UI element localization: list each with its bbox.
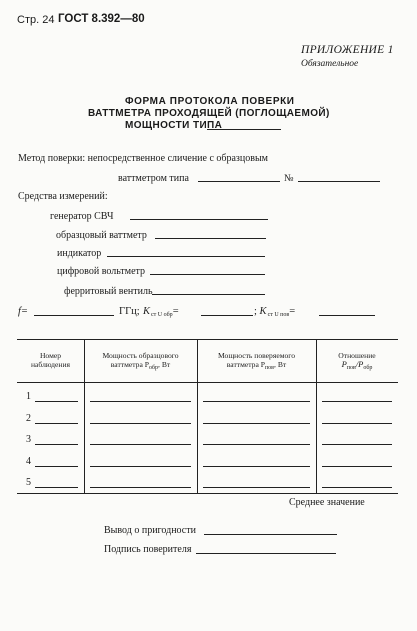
col-header-dut-power	[197, 351, 316, 371]
ghz-label: ГГц;	[119, 306, 140, 317]
k-ref-label	[143, 306, 179, 317]
separator: ;	[254, 306, 257, 317]
form-title-line3: МОЩНОСТИ ТИПА	[125, 120, 223, 131]
row-5-line-c2	[90, 487, 191, 488]
k-ref-equals: =	[172, 306, 179, 317]
col-header-ref-power-sub: обр	[148, 365, 159, 371]
table-row-2-number: 2	[26, 413, 31, 424]
conclusion-label: Вывод о пригодности	[104, 525, 196, 536]
col-header-number	[17, 351, 84, 369]
standard-code: ГОСТ 8.392—80	[58, 13, 145, 25]
signature-blank	[196, 553, 336, 554]
form-title-line1: ФОРМА ПРОТОКОЛА ПОВЕРКИ	[125, 96, 295, 107]
instrument-ref-wattmeter: образцовый ваттметр	[56, 230, 147, 241]
row-4-line-c2	[90, 466, 191, 467]
row-1-line-c3	[203, 401, 310, 402]
col-header-ratio-l1: Отношение	[338, 351, 376, 360]
row-2-line-c3	[203, 423, 310, 424]
k-ref-blank	[201, 315, 253, 316]
table-row-4-number: 4	[26, 456, 31, 467]
instrument-indicator-blank	[107, 256, 265, 257]
col-header-dut-power-l1: Мощность поверяемого	[217, 351, 296, 360]
page-number: Стр. 24	[17, 14, 55, 26]
instrument-ferrite: ферритовый вентиль	[64, 286, 153, 297]
row-5-line-c4	[322, 487, 392, 488]
row-3-line-c4	[322, 444, 392, 445]
table-row-1-number: 1	[26, 391, 31, 402]
appendix-title: ПРИЛОЖЕНИЕ 1	[301, 44, 394, 56]
instrument-generator-blank	[130, 219, 268, 220]
row-3-line-c2	[90, 444, 191, 445]
row-1-line-c2	[90, 401, 191, 402]
col-header-ref-power-unit: , Вт	[158, 360, 171, 369]
row-5-line-c1	[35, 487, 78, 488]
col-header-ratio-sub2: обр	[363, 365, 373, 371]
mean-value-label: Среднее значение	[289, 497, 365, 508]
instrument-voltmeter: цифровой вольтметр	[57, 266, 146, 277]
method-no: №	[284, 173, 294, 184]
table-header-border	[17, 382, 398, 383]
row-5-line-c3	[203, 487, 310, 488]
k-ref-symbol: K	[143, 306, 151, 317]
row-4-line-c1	[35, 466, 78, 467]
k-dut-blank	[319, 315, 375, 316]
col-header-number-l1: Номер	[39, 351, 62, 360]
appendix-note: Обязательное	[301, 59, 359, 69]
row-3-line-c3	[203, 444, 310, 445]
k-dut-subscript: ст U пов	[267, 312, 290, 318]
k-ref-subscript: ст U обр	[151, 312, 173, 318]
col-header-ratio-p2: /P	[355, 359, 364, 369]
table-row-3-number: 3	[26, 434, 31, 445]
form-title-line2: ВАТТМЕТРА ПРОХОДЯЩЕЙ (ПОГЛОЩАЕМОЙ)	[88, 108, 330, 119]
row-4-line-c4	[322, 466, 392, 467]
frequency-label: f=	[18, 306, 29, 317]
table-top-border	[17, 339, 398, 340]
col-header-number-l2: наблюдения	[30, 360, 71, 369]
instrument-indicator: индикатор	[57, 248, 102, 259]
conclusion-blank	[204, 534, 337, 535]
instruments-heading: Средства измерений:	[18, 191, 108, 202]
row-1-line-c1	[35, 401, 78, 402]
k-dut-label	[254, 306, 295, 317]
col-header-ratio-sub1: пов	[346, 365, 356, 371]
instrument-voltmeter-blank	[150, 274, 265, 275]
col-header-ref-power	[84, 351, 197, 371]
type-blank	[207, 129, 281, 130]
row-1-line-c4	[322, 401, 392, 402]
signature-label: Подпись поверителя	[104, 544, 192, 555]
col-header-ref-power-l1: Мощность образцового	[102, 351, 179, 360]
table-row-5-number: 5	[26, 477, 31, 488]
col-header-dut-power-sub: пов	[264, 365, 275, 371]
instrument-ferrite-blank	[152, 294, 265, 295]
frequency-blank	[34, 315, 114, 316]
k-dut-symbol: K	[259, 306, 267, 317]
row-2-line-c2	[90, 423, 191, 424]
wattmeter-type-blank	[198, 181, 280, 182]
row-3-line-c1	[35, 444, 78, 445]
instrument-generator: генератор СВЧ	[50, 211, 114, 222]
col-header-dut-power-l2: ваттметра P	[226, 360, 265, 369]
col-header-dut-power-unit: , Вт	[274, 360, 287, 369]
row-4-line-c3	[203, 466, 310, 467]
col-header-ratio	[316, 351, 398, 371]
col-header-ref-power-l2: ваттметра P	[110, 360, 149, 369]
instrument-ref-wattmeter-blank	[155, 238, 266, 239]
wattmeter-no-blank	[298, 181, 380, 182]
method-label: Метод поверки: непосредственное сличение с образцовым	[18, 153, 268, 164]
row-2-line-c1	[35, 423, 78, 424]
table-bottom-border	[17, 493, 398, 494]
method-wattmeter-type: ваттметром типа	[118, 173, 189, 184]
col-header-ratio-p1: P	[341, 359, 347, 369]
k-dut-equals: =	[289, 306, 296, 317]
row-2-line-c4	[322, 423, 392, 424]
